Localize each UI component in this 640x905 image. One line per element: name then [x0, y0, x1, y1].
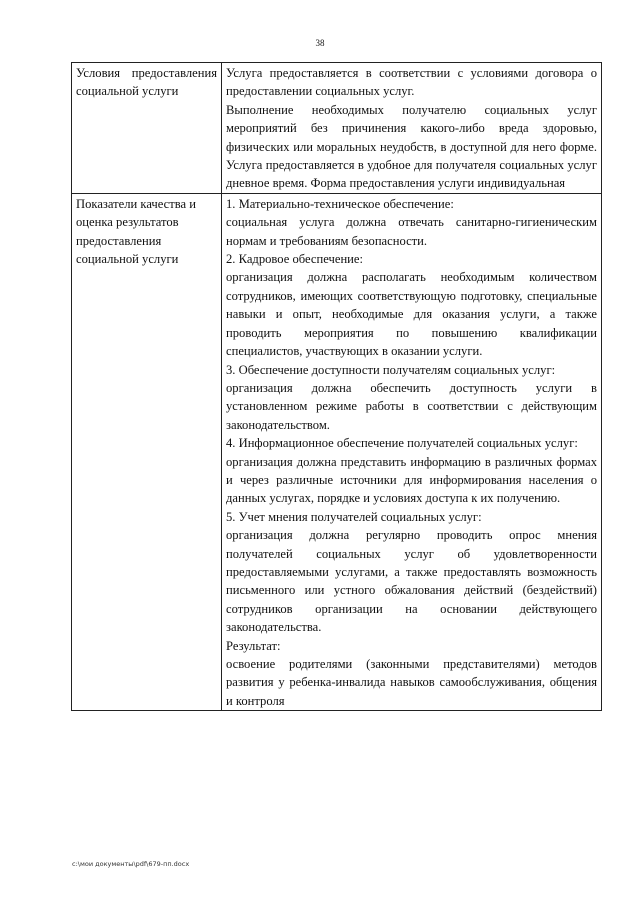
file-path-footer: c:\мои документы\pdf\679-пп.docx — [72, 860, 190, 868]
paragraph: организация должна обеспечить доступность услуги в установленном режиме работы в соответствии с действующим законодательством. — [226, 380, 597, 432]
table-row — [72, 193, 602, 710]
paragraph: Выполнение необходимых получателю социальных услуг мероприятий без причинения какого-либо вреда здоровью, физических или моральных неудобств, в доступной для него форме. Услуга предоставляется в удобное для получателя социальных услуг дневное время. Форма предоставления услуги индивидуальная — [226, 102, 597, 191]
paragraph: 1. Материально-техническое обеспечение: — [226, 196, 454, 211]
paragraph: освоение родителями (законными представителями) методов развития у ребенка-инвалида навыков самообслуживания, общения и контроля — [226, 657, 597, 708]
row-label-text: Условия предоставления социальной услуги — [76, 66, 217, 99]
paragraph: социальная услуга должна отвечать санитарно-гигиеническим нормам и требованиям безопасности. — [226, 215, 597, 248]
paragraph: организация должна представить информацию в различных формах и через различные источники для информирования населения о данных услугах, порядке и условиях доступа к их получению. — [226, 454, 597, 506]
paragraph: 4. Информационное обеспечение получателей социальных услуг: — [226, 436, 578, 451]
table-row — [72, 63, 602, 194]
row-content — [222, 63, 602, 194]
paragraph: организация должна регулярно проводить опрос мнения получателей социальных услуг об удовлетворенности предоставляемыми услугами, а также предоставлять возможность письменного или устного обжалования действий (бездействий) сотрудников организации на основании действующего законодательства. — [226, 528, 597, 635]
row-label — [72, 193, 222, 710]
page-number: 38 — [315, 38, 325, 48]
row-label — [72, 63, 222, 194]
row-content — [222, 193, 602, 710]
row-label-text: Показатели качества и оценка результатов предоставления социальной услуги — [76, 196, 197, 267]
service-standard-table — [71, 62, 602, 711]
paragraph: организация должна располагать необходимым количеством сотрудников, имеющих соответствующую подготовку, специальные навыки и опыт, необходимые для оказания услуги, а также проводить мероприятия по повышению квалификации специалистов, участвующих в оказании услуги. — [226, 270, 597, 359]
paragraph: 3. Обеспечение доступности получателям социальных услуг: — [226, 362, 556, 377]
paragraph: Результат: — [226, 638, 281, 653]
paragraph: Услуга предоставляется в соответствии с условиями договора о предоставлении социальных услуг. — [226, 66, 597, 99]
paragraph: 2. Кадровое обеспечение: — [226, 252, 364, 267]
paragraph: 5. Учет мнения получателей социальных услуг: — [226, 509, 482, 524]
